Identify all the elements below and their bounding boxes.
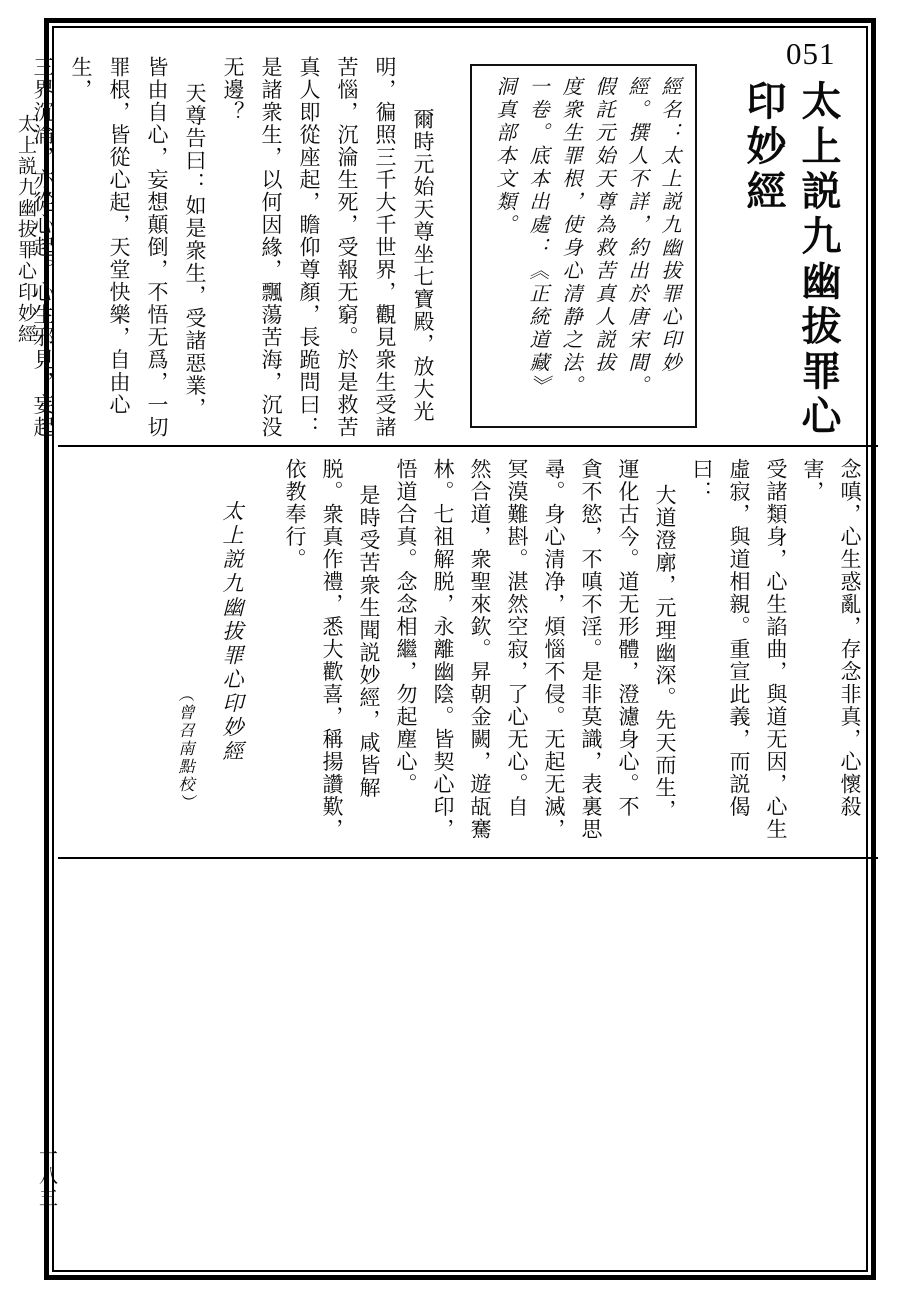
text-column: 悟道合真。念念相繼，勿起塵心。	[394, 458, 418, 796]
text-column: 林。七祖解脱，永離幽陰。皆契心印，	[431, 458, 455, 841]
main-title-line-1: 太上説九幽拔罪心	[796, 80, 841, 440]
editor-credit: ︵曾召南點校︶	[176, 686, 193, 812]
scripture-body-lower	[58, 458, 868, 856]
colophon-line: 洞真部本文類。	[493, 76, 515, 237]
text-column: 真人即從座起，瞻仰尊顏，長跪問曰：	[297, 56, 321, 439]
colophon-line: 度衆生罪根，使身心清静之法。	[559, 76, 581, 398]
colophon-line: 一卷。底本出處：《正統道藏》	[526, 76, 548, 398]
text-column: 三界沉淪，亦從心起。心生邪見，妄起	[31, 56, 55, 439]
text-column: 是諸衆生，以何因緣，飄蕩苦海，沉没	[259, 56, 283, 439]
text-column: 念嗔，心生惑亂，存念非真，心懷殺害，	[801, 458, 862, 818]
text-column: 大道澄廓，元理幽深。先天而生，	[653, 484, 677, 822]
text-column: 罪根，皆從心起，天堂快樂，自由心生，	[69, 56, 131, 416]
text-column: 无邊？	[221, 56, 245, 124]
text-column: 曰：	[690, 458, 714, 503]
text-column: 明，徧照三千大千世界，觀見衆生受諸	[373, 56, 397, 439]
main-title-line-2: 印妙經	[741, 80, 786, 215]
section-divider-lower	[58, 857, 878, 859]
text-column: 貪不慾，不嗔不淫。是非莫識，表裏思	[579, 458, 603, 841]
text-column: 苦惱，沉淪生死，受報无窮。於是救苦	[335, 56, 359, 439]
margin-running-title: 太上説九幽拔罪心印妙經	[15, 114, 36, 345]
colophon-line: 假託元始天尊為救苦真人説拔	[592, 76, 614, 375]
text-column: 虛寂，與道相親。重宣此義，而説偈	[727, 458, 751, 818]
text-column: 依教奉行。	[283, 458, 307, 571]
colophon-box	[470, 64, 697, 428]
text-column: 然合道，衆聖來欽。昇朝金闕，遊瓳騫	[468, 458, 492, 841]
text-column: 是時受苦衆生聞説妙經，咸皆解	[357, 484, 381, 799]
text-column: 皆由自心，妄想顛倒，不悟无爲，一切	[145, 56, 169, 439]
text-column: 冥漠難斟。湛然空寂，了心无心。自	[505, 458, 529, 818]
text-column: 天尊告曰：如是衆生，受諸惡業，	[183, 82, 207, 420]
text-column: 尋。身心清净，煩惱不侵。无起无滅，	[542, 458, 566, 841]
colophon-text	[482, 76, 685, 416]
colophon-line: 經名：太上説九幽拔罪心印妙	[658, 76, 680, 375]
text-column: 爾時元始天尊坐七寶殿，放大光	[411, 108, 435, 423]
scripture-body-upper	[31, 56, 442, 448]
text-column: 運化古今。道无形體，澄濾身心。不	[616, 458, 640, 818]
section-divider-upper	[58, 445, 878, 447]
text-column: 受諸類身，心生諂曲，與道无因，心生	[764, 458, 788, 841]
text-column: 脱。衆真作禮，悉大歡喜，稱揚讚歎，	[320, 458, 344, 841]
colophon-line: 經。撰人不詳，約出於唐宋間。	[625, 76, 647, 398]
page-number: 一八五	[36, 1144, 57, 1210]
closing-title: 太上説九幽拔罪心印妙經	[220, 500, 244, 764]
scripture-number: 051	[786, 36, 836, 71]
